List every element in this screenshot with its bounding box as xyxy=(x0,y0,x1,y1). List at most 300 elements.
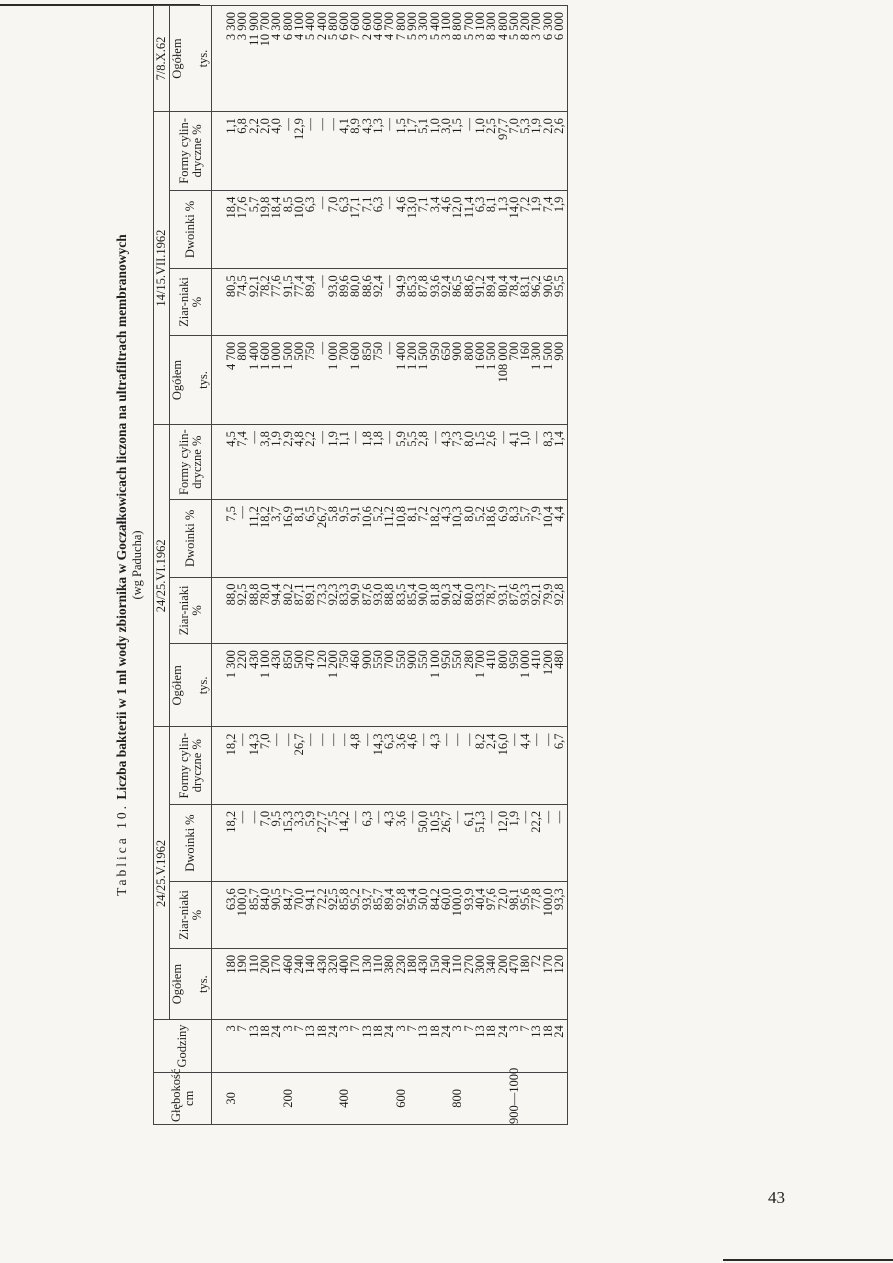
cell-value: 83,1 xyxy=(518,275,533,298)
cell-value: — xyxy=(382,275,397,288)
cell-value: 4,4 xyxy=(552,506,567,522)
col-jun-rods xyxy=(506,425,568,500)
cell-value: 16,9 xyxy=(280,506,295,529)
cell-value: 8 200 xyxy=(518,12,533,41)
cell-value: 90,3 xyxy=(438,583,453,606)
cell-value: 24 xyxy=(325,1025,340,1038)
col-jul-total xyxy=(212,335,283,424)
cell-value: 430 xyxy=(416,954,431,974)
col-jul-rods xyxy=(506,112,568,191)
cell-value: — xyxy=(416,733,431,746)
cell-value: 4,6 xyxy=(393,196,408,213)
cell-value: 6,3 xyxy=(472,196,487,213)
cell-value: 1,9 xyxy=(552,196,567,213)
header-cocci: Ziar-niaki % xyxy=(170,577,212,644)
cell-value: 6,9 xyxy=(495,506,510,522)
cell-value: 300 xyxy=(472,954,487,974)
cell-value: 1,4 xyxy=(552,431,567,447)
cell-value: 84,0 xyxy=(257,888,272,911)
cell-value: 1 700 xyxy=(472,650,487,679)
cell-value: 83,5 xyxy=(393,583,408,606)
cell-value: 78,0 xyxy=(257,583,272,606)
cell-value: — xyxy=(405,810,419,824)
cell-value: 10,0 xyxy=(291,196,306,219)
cell-value: 7,3 xyxy=(450,431,465,447)
cell-value: 15,3 xyxy=(280,810,295,833)
cell-value: 77,8 xyxy=(529,888,544,911)
cell-value: — xyxy=(337,733,352,746)
cell-value: 120 xyxy=(314,650,329,669)
cell-value: 3 xyxy=(450,1025,465,1032)
cell-value: — xyxy=(348,431,363,444)
cell-value: 900 xyxy=(552,341,567,361)
cell-value: 11,2 xyxy=(246,506,261,528)
cell-value: 3 300 xyxy=(416,12,431,41)
col-jul-rods xyxy=(280,112,340,191)
cell-value: 270 xyxy=(461,954,476,974)
col-jun-rods xyxy=(339,425,396,500)
cell-value: 89,4 xyxy=(484,275,499,298)
cell-value: 3 100 xyxy=(438,12,453,41)
cell-value: 89,1 xyxy=(303,583,318,606)
cell-value: 4 300 xyxy=(269,12,284,41)
depth-cell: 900—1000 xyxy=(509,1072,568,1124)
cell-value: 4 100 xyxy=(291,12,306,41)
cell-value: 77,6 xyxy=(269,275,284,298)
cell-value: 79,9 xyxy=(540,583,555,606)
cell-value: 1 100 xyxy=(257,650,272,679)
col-may-rods xyxy=(280,727,340,804)
cell-value: 17,6 xyxy=(235,196,250,219)
cell-value: 6,3 xyxy=(382,733,397,750)
cell-value: — xyxy=(235,733,250,746)
col-jun-rods xyxy=(212,425,283,500)
cell-value: 900 xyxy=(405,650,419,669)
cell-value: — xyxy=(314,733,329,746)
cell-value: 88,0 xyxy=(224,583,238,606)
cell-value: 11 900 xyxy=(246,12,261,46)
cell-value: 2,2 xyxy=(246,118,261,134)
cell-value: 100,0 xyxy=(540,888,555,917)
col-may-cocci xyxy=(393,882,453,949)
col-jul-total xyxy=(393,335,453,424)
cell-value: 94,4 xyxy=(269,583,284,606)
cell-value: 7,0 xyxy=(325,196,340,213)
cell-value: 72,0 xyxy=(495,888,510,911)
cell-value: 5 700 xyxy=(461,12,476,41)
cell-value: 80,2 xyxy=(280,583,295,606)
col-jun-cocci xyxy=(212,577,283,644)
cell-value: 430 xyxy=(314,954,329,974)
col-jun-total xyxy=(280,644,340,727)
cell-value: 140 xyxy=(303,954,318,974)
cell-value: 24 xyxy=(552,1025,567,1038)
header-total-label: Ogółem xyxy=(170,359,184,401)
col-jun-diplo xyxy=(452,500,509,577)
cell-value: 93,3 xyxy=(472,583,487,606)
cell-value: 100,0 xyxy=(450,888,465,917)
cell-value: 87,1 xyxy=(291,583,306,606)
bacteria-table xyxy=(153,5,568,1125)
col-jul-diplo xyxy=(506,190,568,269)
cell-value: 24 xyxy=(495,1025,510,1038)
cell-value: 1,9 xyxy=(529,196,544,213)
cell-value: 2,2 xyxy=(303,431,318,447)
cell-value: 750 xyxy=(371,341,386,361)
cell-value: 50,0 xyxy=(416,888,431,911)
col-may-diplo xyxy=(212,804,283,881)
col-jul-rods xyxy=(339,112,396,191)
cell-value: 100,0 xyxy=(235,888,250,917)
col-hours xyxy=(212,1020,283,1072)
cell-value: 26,7 xyxy=(314,506,329,529)
header-total xyxy=(170,948,212,1019)
col-jul-total xyxy=(339,335,396,424)
cell-value: 2,9 xyxy=(280,431,295,447)
cell-value: 8 300 xyxy=(484,12,499,41)
cell-value: 89,4 xyxy=(303,275,318,298)
cell-value: 14,0 xyxy=(506,196,521,219)
cell-value: 180 xyxy=(405,954,419,974)
cell-value: 13 xyxy=(246,1025,261,1038)
cell-value: 7,2 xyxy=(416,506,431,522)
col-may-diplo xyxy=(280,804,340,881)
cell-value: 950 xyxy=(438,650,453,669)
cell-value: 4 800 xyxy=(495,12,510,41)
cell-value: 460 xyxy=(348,650,363,669)
cell-value: 6,3 xyxy=(337,196,352,213)
col-jun-diplo xyxy=(280,500,340,577)
col-jun-cocci xyxy=(506,577,568,644)
cell-value: 3 100 xyxy=(472,12,487,41)
cell-value: 340 xyxy=(484,954,499,974)
cell-value: 650 xyxy=(438,341,453,361)
col-hours xyxy=(339,1020,396,1072)
cell-value: 700 xyxy=(382,650,397,669)
cell-value: 6,1 xyxy=(461,810,476,827)
cell-value: 7 xyxy=(518,1025,533,1032)
col-jul-diplo xyxy=(452,190,509,269)
cell-value: 85,8 xyxy=(337,888,352,911)
cell-value: 18,2 xyxy=(427,506,442,529)
cell-value: 3 xyxy=(337,1025,352,1032)
cell-value: 480 xyxy=(552,650,567,669)
cell-value: 13,0 xyxy=(405,196,419,219)
cell-value: 93,1 xyxy=(495,583,510,606)
col-oct-total xyxy=(452,6,509,112)
cell-value: 7,2 xyxy=(518,196,533,213)
cell-value: 26,7 xyxy=(291,733,306,756)
cell-value: — xyxy=(438,733,453,746)
cell-value: 90,5 xyxy=(269,888,284,911)
cell-value: 5 400 xyxy=(427,12,442,41)
col-may-rods xyxy=(452,727,509,804)
cell-value: 180 xyxy=(518,954,533,974)
cell-value: — xyxy=(382,431,397,444)
cell-value: 95,5 xyxy=(552,275,567,298)
cell-value: 6 000 xyxy=(552,12,567,41)
cell-value: 13 xyxy=(303,1025,318,1038)
page-number: 43 xyxy=(768,1188,785,1207)
col-oct-total xyxy=(506,6,568,112)
cell-value: 12,9 xyxy=(291,118,306,140)
header-rods: Formy cylin-dryczne % xyxy=(170,112,212,191)
col-jun-total xyxy=(212,644,283,727)
cell-value: 78,7 xyxy=(484,583,499,606)
cell-value: — xyxy=(495,431,510,444)
col-jun-diplo xyxy=(212,500,283,577)
cell-value: 550 xyxy=(371,650,386,669)
cell-value: 92,5 xyxy=(325,888,340,911)
col-jun-rods xyxy=(280,425,340,500)
cell-value: 160 xyxy=(518,341,533,361)
cell-value: 700 xyxy=(506,341,521,361)
cell-value: — xyxy=(540,810,555,824)
cell-value: 7,1 xyxy=(416,196,431,213)
cell-value: 230 xyxy=(393,954,408,974)
cell-value: 50,0 xyxy=(416,810,431,833)
cell-value: 40,4 xyxy=(472,888,487,911)
col-jun-rods xyxy=(393,425,453,500)
depth-group-row xyxy=(283,6,340,1125)
cell-value: — xyxy=(427,431,442,444)
cell-value: 110 xyxy=(371,954,386,974)
cell-value: 8,0 xyxy=(461,431,476,447)
cell-value: 14,2 xyxy=(337,810,352,833)
cell-value: 18 xyxy=(427,1025,442,1038)
cell-value: — xyxy=(314,196,329,210)
cell-value: 220 xyxy=(235,650,250,669)
col-may-rods xyxy=(393,727,453,804)
cell-value: 94,9 xyxy=(393,275,408,298)
cell-value: 1,0 xyxy=(518,431,533,447)
cell-value: 4,3 xyxy=(438,506,453,522)
cell-value: 110 xyxy=(246,954,261,974)
cell-value: 89,4 xyxy=(382,888,397,911)
cell-value: 74,5 xyxy=(235,275,250,298)
cell-value: 18,6 xyxy=(484,506,499,529)
col-jul-diplo xyxy=(212,190,283,269)
col-may-rods xyxy=(339,727,396,804)
cell-value: 7 xyxy=(348,1025,363,1032)
cell-value: 950 xyxy=(427,341,442,361)
col-jul-cocci xyxy=(339,269,396,336)
cell-value: 7 800 xyxy=(393,12,408,41)
depth-cell: 600 xyxy=(396,1072,453,1124)
col-jul-rods xyxy=(452,112,509,191)
cell-value: 19,8 xyxy=(257,196,272,219)
cell-value: 92,4 xyxy=(371,275,386,298)
cell-value: 10,8 xyxy=(393,506,408,529)
cell-value: 1 300 xyxy=(529,341,544,370)
cell-value: 6,3 xyxy=(303,196,318,213)
cell-value: 18 xyxy=(484,1025,499,1038)
cell-value: 18 xyxy=(314,1025,329,1038)
cell-value: 24 xyxy=(382,1025,397,1038)
cell-value: 1 500 xyxy=(484,341,499,370)
col-may-total xyxy=(280,948,340,1019)
col-jul-rods xyxy=(393,112,453,191)
cell-value: 10 700 xyxy=(257,12,272,47)
cell-value: 81,8 xyxy=(427,583,442,606)
cell-value: 97,7 xyxy=(495,118,510,140)
col-oct-total xyxy=(280,6,340,112)
cell-value: 180 xyxy=(224,954,238,974)
col-may-cocci xyxy=(212,882,283,949)
cell-value: 95,6 xyxy=(518,888,533,911)
cell-value: 1,8 xyxy=(359,431,374,447)
col-jun-diplo xyxy=(506,500,568,577)
depth-group-row xyxy=(396,6,453,1125)
cell-value: 5 900 xyxy=(405,12,419,41)
cell-value: 1 000 xyxy=(518,650,533,679)
cell-value: 1,3 xyxy=(495,196,510,213)
cell-value: 240 xyxy=(438,954,453,974)
cell-value: 13 xyxy=(359,1025,374,1038)
header-date-october: 7/8.X.62 xyxy=(154,6,170,112)
cell-value: 2,6 xyxy=(552,118,567,134)
cell-value: 5,9 xyxy=(303,810,318,827)
col-jun-diplo xyxy=(339,500,396,577)
cell-value: 27,7 xyxy=(314,810,329,833)
cell-value: 5 400 xyxy=(303,12,318,41)
col-may-rods xyxy=(212,727,283,804)
cell-value: 950 xyxy=(506,650,521,669)
cell-value: 4,6 xyxy=(405,733,419,750)
cell-value: 22,2 xyxy=(529,810,544,833)
cell-value: 89,6 xyxy=(337,275,352,298)
cell-value: 3,8 xyxy=(257,431,272,447)
header-date-june: 24/25.VI.1962 xyxy=(154,425,170,727)
cell-value: 8,0 xyxy=(461,506,476,522)
cell-value: 1 500 xyxy=(280,341,295,370)
col-may-total xyxy=(212,948,283,1019)
cell-value: 6 800 xyxy=(280,12,295,41)
cell-value: 3,3 xyxy=(291,810,306,827)
cell-value: 460 xyxy=(280,954,295,974)
cell-value: — xyxy=(314,431,329,444)
cell-value: 16,0 xyxy=(495,733,510,756)
cell-value: 3,0 xyxy=(438,118,453,134)
cell-value: 4 700 xyxy=(382,12,397,41)
cell-value: 7 xyxy=(461,1025,476,1032)
cell-value: 7 xyxy=(235,1025,250,1032)
cell-value: 4,3 xyxy=(427,733,442,750)
col-jul-diplo xyxy=(393,190,453,269)
cell-value: 10,4 xyxy=(540,506,555,529)
cell-value: 4,8 xyxy=(291,431,306,447)
cell-value: 6,7 xyxy=(552,733,567,750)
cell-value: 18 xyxy=(540,1025,555,1038)
cell-value: 24 xyxy=(269,1025,284,1038)
cell-value: 3 xyxy=(506,1025,521,1032)
col-may-total xyxy=(393,948,453,1019)
caption-title: Liczba bakterii w 1 ml wody zbiornika w Goczałkowicach liczona na ultrafiltrach membranowych xyxy=(114,234,129,800)
depth-cell: 800 xyxy=(452,1072,509,1124)
cell-value: 9,5 xyxy=(269,810,284,827)
table-body xyxy=(212,6,568,1125)
col-jun-total xyxy=(506,644,568,727)
cell-value: — xyxy=(325,733,340,746)
header-total xyxy=(170,644,212,727)
cell-value: 400 xyxy=(337,954,352,974)
cell-value: 12,0 xyxy=(450,196,465,219)
cell-value: 470 xyxy=(506,954,521,974)
col-jul-cocci xyxy=(280,269,340,336)
cell-value: 85,3 xyxy=(405,275,419,298)
cell-value: 1,0 xyxy=(472,118,487,134)
cell-value: 2,0 xyxy=(257,118,272,134)
cell-value: 1,1 xyxy=(337,431,352,447)
cell-value: 6 600 xyxy=(337,12,352,41)
cell-value: 130 xyxy=(359,954,374,974)
cell-value: 380 xyxy=(382,954,397,974)
cell-value: 77,4 xyxy=(291,275,306,298)
cell-value: — xyxy=(382,341,397,355)
cell-value: — xyxy=(540,733,555,746)
cell-value: 10,6 xyxy=(359,506,374,529)
cell-value: 6 300 xyxy=(540,12,555,41)
col-hours xyxy=(506,1020,568,1072)
cell-value: 83,3 xyxy=(337,583,352,606)
cell-value: 1 600 xyxy=(472,341,487,370)
cell-value: 5,1 xyxy=(416,118,431,134)
header-total-unit: tys. xyxy=(196,371,210,389)
cell-value: 4 700 xyxy=(224,341,238,370)
cell-value: — xyxy=(382,118,397,131)
cell-value: 750 xyxy=(303,341,318,361)
cell-value: 73,3 xyxy=(314,583,329,606)
col-may-diplo xyxy=(452,804,509,881)
cell-value: 12,0 xyxy=(495,810,510,833)
cell-value: 93,7 xyxy=(359,888,374,911)
cell-value: 410 xyxy=(529,650,544,669)
cell-value: 90,9 xyxy=(348,583,363,606)
col-may-cocci xyxy=(506,882,568,949)
cell-value: 500 xyxy=(291,650,306,669)
header-depth: Głębokość cm xyxy=(154,1072,212,1124)
header-hours: Godziny xyxy=(154,1020,212,1072)
col-jul-cocci xyxy=(452,269,509,336)
cell-value: 24 xyxy=(438,1025,453,1038)
cell-value: 14,3 xyxy=(246,733,261,756)
cell-value: 550 xyxy=(450,650,465,669)
cell-value: 18 xyxy=(371,1025,386,1038)
col-may-diplo xyxy=(339,804,396,881)
cell-value: — xyxy=(280,118,295,131)
header-total-label: Ogółem xyxy=(170,963,184,1005)
cell-value: 200 xyxy=(257,954,272,974)
cell-value: 170 xyxy=(540,954,555,974)
depth-group-row xyxy=(212,6,283,1125)
cell-value: — xyxy=(461,733,476,746)
cell-value: 10,3 xyxy=(450,506,465,529)
depth-cell: 200 xyxy=(283,1072,340,1124)
cell-value: 280 xyxy=(461,650,476,669)
cell-value: 94,1 xyxy=(303,888,318,911)
cell-value: 240 xyxy=(291,954,306,974)
col-jul-rods xyxy=(212,112,283,191)
cell-value: 1,1 xyxy=(224,118,238,134)
cell-value: 1,5 xyxy=(450,118,465,134)
cell-value: — xyxy=(552,810,567,824)
cell-value: 93,6 xyxy=(427,275,442,298)
cell-value: 3 xyxy=(393,1025,408,1032)
cell-value: — xyxy=(529,431,544,444)
col-jun-cocci xyxy=(339,577,396,644)
header-total-unit: tys. xyxy=(196,49,210,68)
cell-value: 63,6 xyxy=(224,888,238,911)
